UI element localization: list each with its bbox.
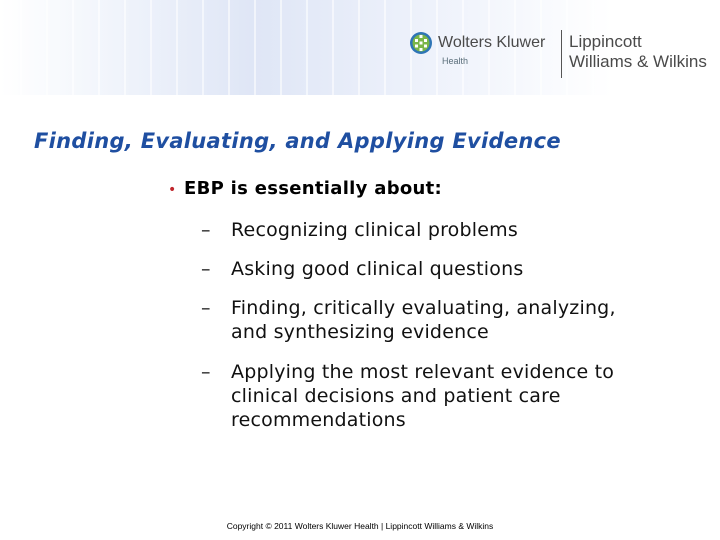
sub-bullet-text: Finding, critically evaluating, analyzing, and synthesizing evidence [231, 297, 616, 343]
main-bullet [168, 178, 442, 199]
dash-icon: – [201, 258, 211, 280]
main-bullet-text: EBP is essentially about: [184, 178, 443, 199]
logo-publisher-line-2: Williams & Wilkins [569, 52, 707, 71]
sub-bullet-item [201, 257, 523, 281]
company-logo [408, 28, 720, 84]
logo-publisher-line-1: Lippincott [569, 32, 642, 51]
logo-publisher-name [569, 32, 707, 72]
logo-company-name: Wolters Kluwer [438, 34, 546, 51]
sub-bullet-item [201, 296, 616, 344]
slide-title: Finding, Evaluating, and Applying Evidence [34, 129, 561, 153]
sub-bullet-text: Recognizing clinical problems [231, 219, 518, 241]
copyright-footer: Copyright © 2011 Wolters Kluwer Health | Lippincott Williams & Wilkins [226, 521, 494, 531]
logo-division-name: Health [442, 56, 469, 66]
sub-bullet-item [201, 360, 614, 432]
sub-bullet-text: Applying the most relevant evidence to clinical decisions and patient care recommendations [231, 361, 615, 431]
dash-icon: – [201, 297, 211, 319]
bullet-dot-icon: • [168, 182, 177, 198]
sub-bullet-item [201, 218, 518, 242]
wolters-kluwer-logo-icon [408, 30, 434, 56]
logo-divider [561, 30, 562, 78]
dash-icon: – [201, 361, 211, 383]
dash-icon: – [201, 219, 211, 241]
sub-bullet-text: Asking good clinical questions [231, 258, 524, 280]
